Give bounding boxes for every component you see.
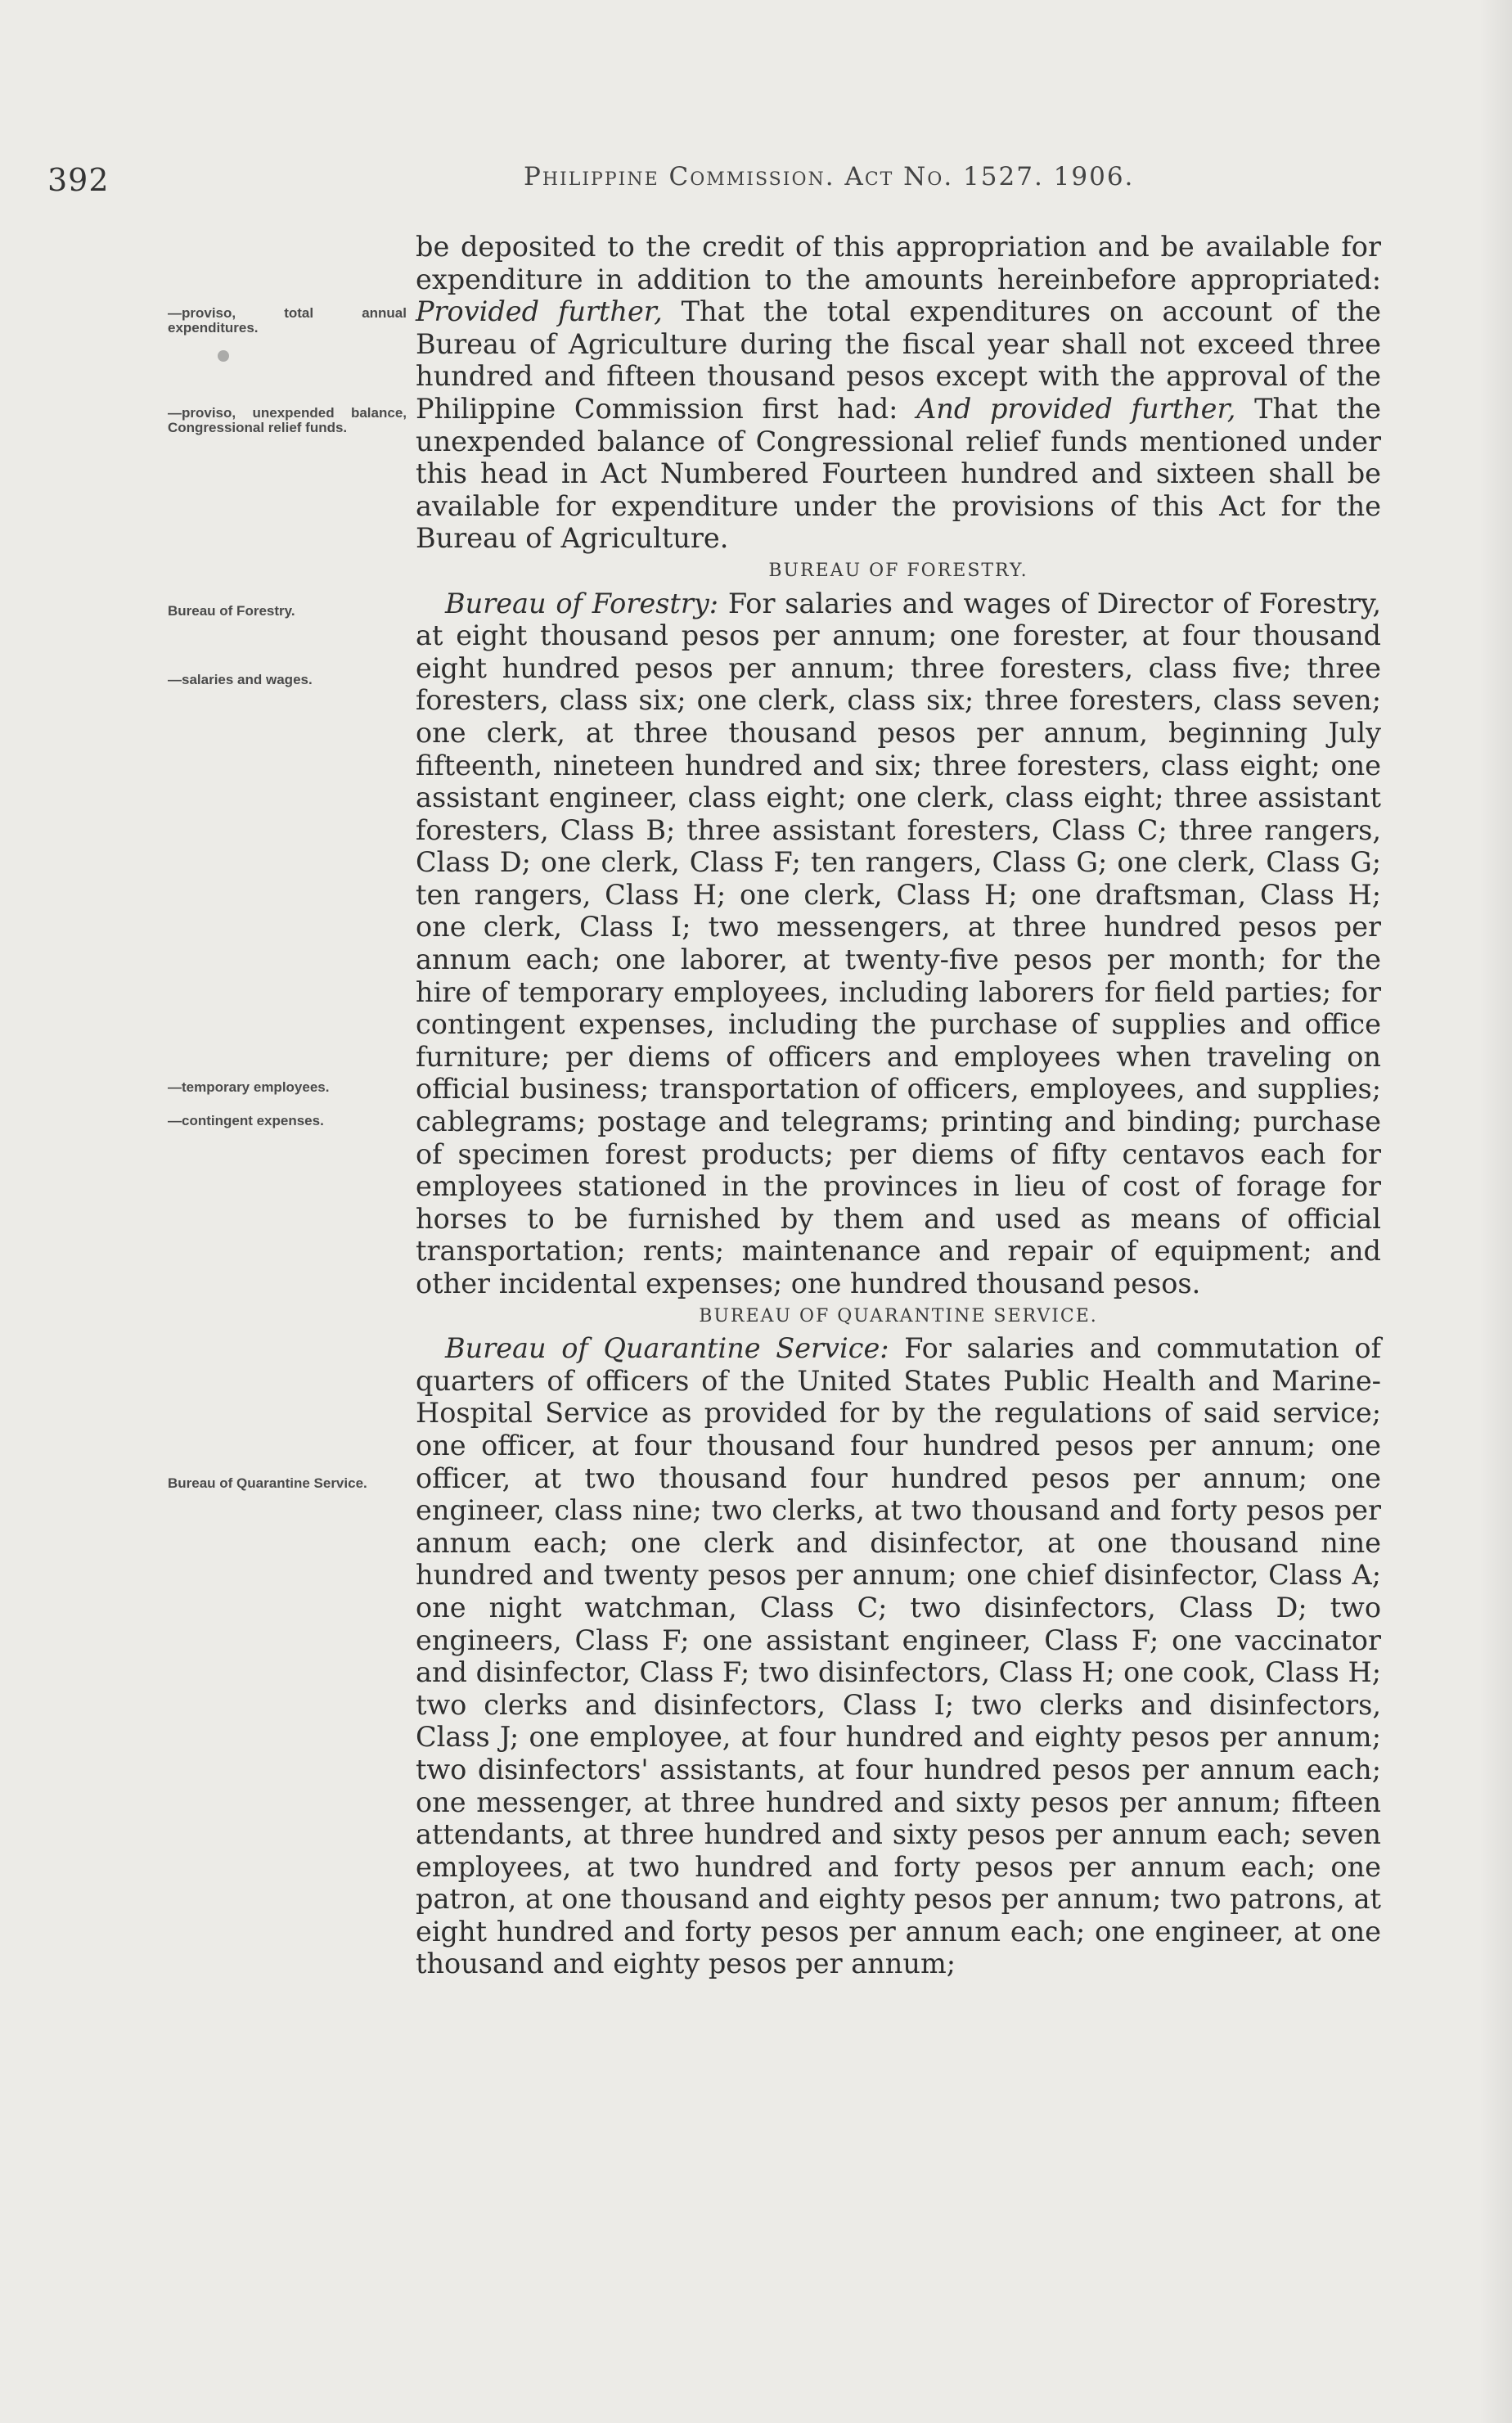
forestry-lead: Bureau of Forestry: — [445, 587, 719, 619]
paragraph-bureau-of-forestry: Bureau of Forestry: For salaries and wages of Director of Forestry, at eight thousand pesos per annum; one forester, at four thousand eight hundred pesos per annum; three foresters, class five; three foresters, class six; one clerk, class six; three foresters, class seven; one clerk, at three thousand pesos per annum, beginning July fifteenth, nineteen hundred and six; three foresters, class eight; one assistant engineer, class eight; one clerk, class eight; three assistant foresters, Class B; three assistant foresters, Class C; three rangers, Class D; one clerk, Class F; ten rangers, Class G; one clerk, Class G; ten rangers, Class H; one clerk, Class H; one draftsman, Class H; one clerk, Class I; two messengers, at three hundred pesos per annum each; one laborer, at twenty-five pesos per month; for the hire of temporary employees, including laborers for field parties; for contingent expenses, including the purchase of supplies and office furniture; per diems of officers and employees when traveling on official business; transportation of officers, employees, and supplies; cablegrams; postage and telegrams; printing and binding; purchase of specimen forest products; per diems of fifty centavos each for employees stationed in the provinces in lieu of cost of forage for horses to be furnished by them and used as means of official transportation; rents; maintenance and repair of equipment; and other incidental expenses; one hundred thousand pesos. — [416, 587, 1381, 1299]
margin-note-proviso-unexpended-balance: —proviso, unexpended balance, Congressional relief funds. — [168, 405, 407, 435]
margin-note-contingent-expenses: —contingent expenses. — [168, 1113, 324, 1128]
margin-note-proviso-total-expenditures: —proviso, total annual expenditures. — [168, 305, 407, 336]
margin-note-bureau-of-forestry: Bureau of Forestry. — [168, 603, 295, 619]
margin-note-salaries-and-wages: —salaries and wages. — [168, 672, 313, 687]
running-head: Philippine Commission. Act No. 1527. 1906. — [524, 162, 1135, 191]
margin-note-bureau-of-quarantine: Bureau of Quarantine Service. — [168, 1475, 367, 1491]
paragraph-agriculture-continuation: be deposited to the credit of this appropriation and be available for expenditure in addition to the amounts hereinbefore appropriated: Provided further, That the total expenditures on account of the Bureau of Agriculture during the fiscal year shall not exceed three hundred and fifteen thousand pesos except with the approval of the Philippine Commission first had: And provided further, That the unexpended balance of Congressional relief funds mentioned under this head in Act Numbered Fourteen hundred and sixteen shall be available for expenditure under the provisions of this Act for the Bureau of Agriculture. — [416, 231, 1382, 555]
margin-note-temporary-employees: —temporary employees. — [168, 1079, 330, 1095]
heading-bureau-of-quarantine: BUREAU OF QUARANTINE SERVICE. — [699, 1305, 1098, 1326]
heading-bureau-of-forestry: BUREAU OF FORESTRY. — [768, 560, 1028, 581]
page-number: 392 — [47, 162, 110, 198]
proviso-and-further: And provided further, — [916, 392, 1236, 425]
proviso-further: Provided further, — [416, 295, 663, 328]
page-edge-shadow — [1479, 0, 1512, 2423]
main-text-column — [416, 231, 1381, 1980]
ink-blot-mark — [218, 350, 229, 362]
paragraph-bureau-of-quarantine: Bureau of Quarantine Service: For salaries and commutation of quarters of officers of the United States Public Health and Marine-Hospital Service as provided for by the regulations of said service; one officer, at four thousand four hundred pesos per annum; one officer, at two thousand four hundred pesos per annum; one engineer, class nine; two clerks, at two thousand and forty pesos per annum each; one clerk and disinfector, at one thousand nine hundred and twenty pesos per annum; one chief disinfector, Class A; one night watchman, Class C; two disinfectors, Class D; two engineers, Class F; one assistant engineer, Class F; one vaccinator and disinfector, Class F; two disinfectors, Class H; one cook, Class H; two clerks and disinfectors, Class I; two clerks and disinfectors, Class J; one employee, at four hundred and eighty pesos per annum; two disinfectors' assistants, at four hundred pesos per annum each; one messenger, at three hundred and sixty pesos per annum; fifteen attendants, at three hundred and sixty pesos per annum each; seven employees, at two hundred and forty pesos per annum each; one patron, at one thousand and eighty pesos per annum; two patrons, at eight hundred and forty pesos per annum each; one engineer, at one thousand and eighty pesos per annum; — [416, 1332, 1382, 1980]
quarantine-lead: Bureau of Quarantine Service: — [445, 1332, 889, 1365]
